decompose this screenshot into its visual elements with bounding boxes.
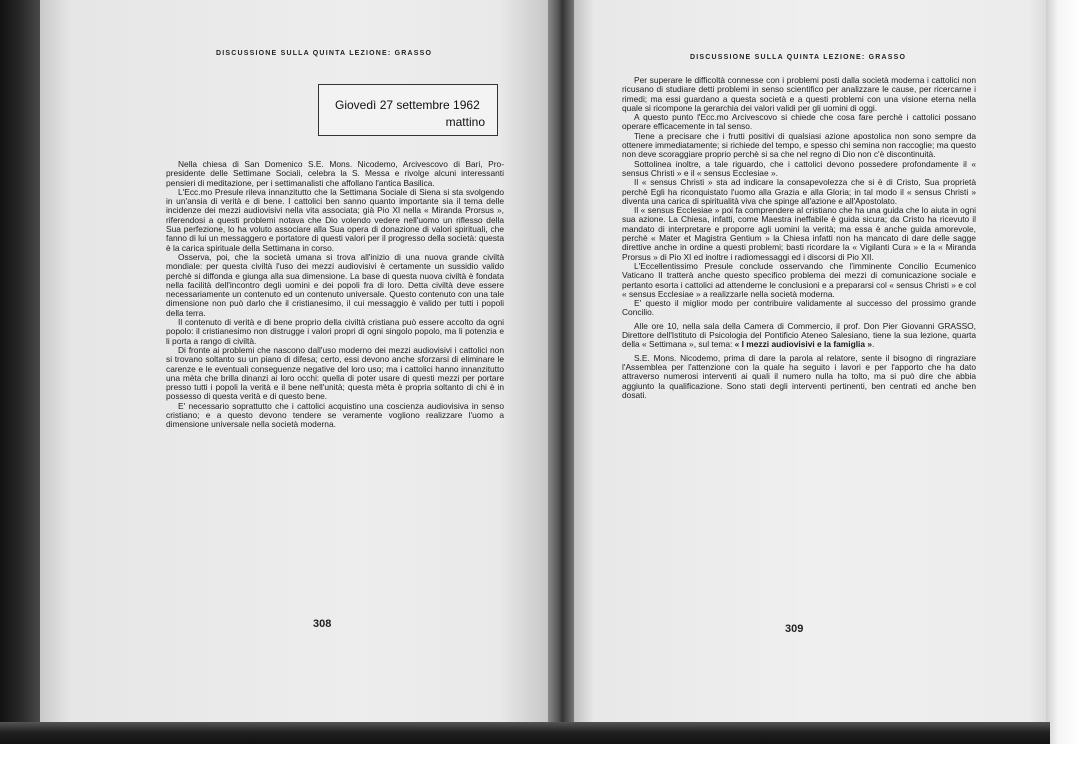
closing-paragraph: S.E. Mons. Nicodemo, prima di dare la parola al relatore, sente il bisogno di ringraziare l'Assemblea per l'attenzione con la quale ha seguito i lavori e per l'apporto che ha dato attraverso numerosi interventi ai quali il numero nulla ha tolto, ma si può dire che abbia aggiunto la qualificazione. Sono stati degli interventi pertinenti, ben centrati ed anche ben dosati. [622, 352, 976, 400]
right-page-body [622, 76, 976, 400]
lecture-end: . [871, 339, 875, 350]
paragraph: Nella chiesa di San Domenico S.E. Mons. Nicodemo, Arcivescovo di Bari, Pro-presidente delle Settimane Sociali, celebra la S. Messa e rivolge alcuni interessanti pensieri di meditazione, per i settimanalisti che affollano l'antica Basilica. [166, 159, 504, 188]
paragraph: Il contenuto di verità e di bene proprio della civiltà cristiana può essere accolto da ogni popolo: il cristianesimo non distrugge i valori propri di ogni singolo popolo, ma li potenzia e li porta a rango di civiltà. [166, 317, 504, 346]
paragraph: Tiene a precisare che i frutti positivi di qualsiasi azione apostolica non sono sempre da ottenere immediatamente; si richiede del tempo, e spesso chi semina non raccoglie; ma questo non deve scoraggiare proprio perchè si sa che nel regno di Dio non c'è discontinuità. [622, 130, 976, 160]
paragraph: L'Ecc.mo Presule rileva innanzitutto che la Settimana Sociale di Siena si sta svolgendo in un'ansia di verità e di bene. I cattolici ben sanno quanto importante sia il tema delle incidenze dei mezzi audiovisivi nella vita associata; già Pio XI nella « Miranda Prorsus », riferendosi a questi problemi notava che Dio volendo vedere nell'uomo un riflesso della Sua perfezione, lo ha voluto associare alla Sua opera di donazione di valori spirituali, che fanno di lui un messaggero e portatore di questi valori per il progresso della società: questa è la carica spirituale della Settimana in corso. [166, 186, 504, 253]
date-line: Giovedì 27 settembre 1962 [335, 98, 480, 112]
right-page-number: 309 [785, 623, 804, 635]
scanner-bottom-shadow [0, 722, 1050, 744]
right-running-head: DISCUSSIONE SULLA QUINTA LEZIONE: GRASSO [690, 54, 907, 61]
paragraph: Per superare le difficoltà connesse con i problemi posti dalla società moderna i cattolici non ricusano di studiare detti problemi in senso scientifico per analizzare le cause, per ricercarne i rimedi; ma essi guardano a questa società e a questi problemi con una visione eterna nella quale si ricompone la gerarchia dei valori validi per gli uomini di oggi. [622, 75, 976, 113]
paragraph: Di fronte ai problemi che nascono dall'uso moderno dei mezzi audiovisivi i cattolici non si trovano soltanto su un piano di difesa; certo, essi devono anche sforzarsi di eliminare le carenze e le eventuali conseguenze negative del loro uso; ma i cattolici hanno innanzitutto una mèta che brilla dinanzi ai loro occhi: quella di poter usare di questi mezzi per portare presso tutti i popoli la verità e il bene nell'unità; questa mèta è propria soltanto di chi è in possesso di questa verità e di questo bene. [166, 344, 504, 402]
left-page-number: 308 [313, 618, 332, 630]
session-line: mattino [445, 115, 485, 129]
lecture-paragraph [622, 322, 976, 350]
right-page-edge [1046, 0, 1080, 745]
paragraph: E' questo il miglior modo per contribuire validamente al successo del prossimo grande Concilio. [622, 298, 976, 318]
date-box [318, 84, 498, 136]
lecture-title: « I mezzi audiovisivi e la famiglia » [734, 339, 872, 350]
paragraph: Osserva, poi, che la società umana si trova all'inizio di una nuova grande civiltà mondiale: per questa civiltà l'uso dei mezzi audiovisivi è certamente un sussidio valido perchè si diffonda e giunga alla sua dimensione. La base di questa nuova civiltà è fondata nella facilità dell'incontro degli uomini e dei popoli fra di loro. Detta civiltà deve essere necessariamente un contenuto ed un contenuto universale. Questo contenuto con una tale dimensione non può darlo che il cristianesimo, il cui messaggio è valido per tutti i popoli della terra. [166, 251, 504, 318]
book-gutter [548, 0, 574, 728]
paragraph: Sottolinea inoltre, a tale riguardo, che i cattolici devono possedere profondamente il « sensus Christi » e il « sensus Ecclesiae ». [622, 158, 976, 178]
left-page-body [166, 160, 504, 430]
paragraph: A questo punto l'Ecc.mo Arcivescovo si chiede che cosa fare perchè i cattolici possano operare efficacemente in tal senso. [622, 112, 976, 132]
paragraph: Il « sensus Ecclesiae » poi fa comprendere al cristiano che ha una guida che lo aiuta in ogni sua azione. La Chiesa, infatti, come Maestra ineffabile è guida sicura; da Cristo ha ricevuto il mandato di interpretare e proporre agli uomini la verità; ma essa è anche guida amorevole, perchè « Mater et Magistra Gentium » la Chiesa infatti non ha mancato di dare delle sagge direttive anche in ordine a questi problemi; basti ricordare la « Vigilanti Cura » e la « Miranda Prorsus » di Pio XI ed inoltre i radiomessaggi ed i discorsi di Pio XII. [622, 205, 976, 262]
paragraph: Il « sensus Christi » sta ad indicare la consapevolezza che si è di Cristo, Sua proprietà perchè Egli ha riconquistato l'uomo alla Grazia e alla Gloria; in tal modo il « sensus Christi » diventa una carica di spiritualità viva che spinge all'azione e all'Apostolato. [622, 177, 976, 206]
paragraph: L'Eccellentissimo Presule conclude osservando che l'imminente Concilio Ecumenico Vaticano II tratterà anche questo specifico problema dei mezzi di comunicazione sociale e pertanto esorta i cattolici ad attenderne le conclusioni e a prepararsi col « sensus Christi » e col « sensus Ecclesiae » a realizzarle nella società moderna. [622, 260, 976, 299]
lecture-intro: Alle ore 10, nella sala della Camera di Commercio, il prof. Don Pier Giovanni GRASSO, Direttore dell'Istituto di Psicologia del Pontificio Ateneo Salesiano, tiene la sua lezione, quarta della « Settimana », sul tema: [622, 320, 976, 350]
scan-margin [0, 744, 1080, 766]
left-running-head: DISCUSSIONE SULLA QUINTA LEZIONE: GRASSO [216, 50, 433, 57]
paragraph: E' necessario soprattutto che i cattolici acquistino una coscienza audiovisiva in senso cristiano; e a questo devono tendere se veramente vogliono realizzare l'uomo a dimensione universale nella società moderna. [166, 400, 504, 430]
